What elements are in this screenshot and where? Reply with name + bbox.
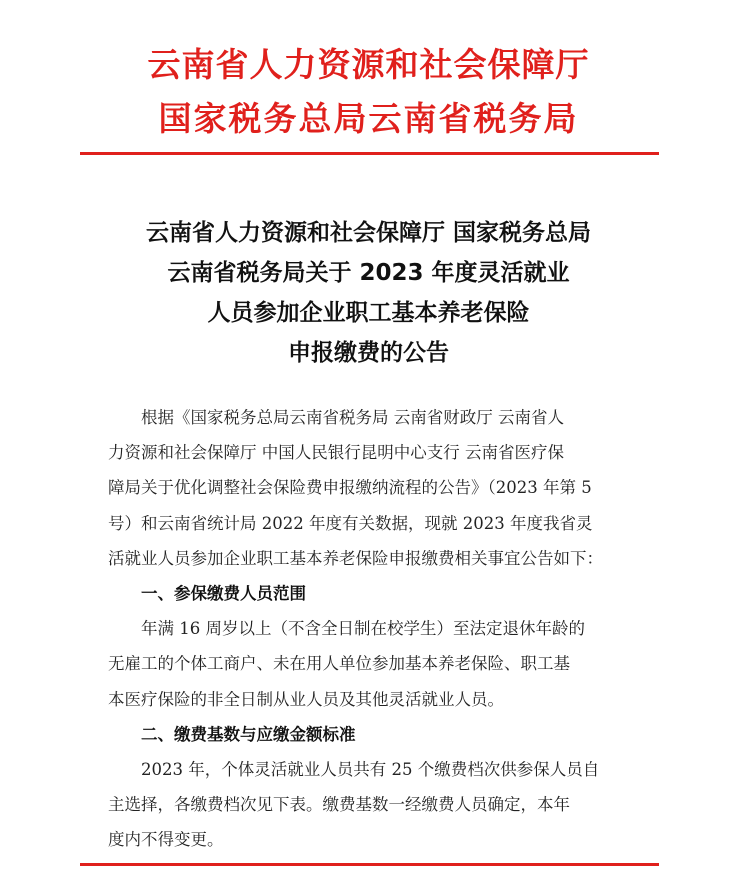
header-org-line1: 云南省人力资源和社会保障厅 <box>147 45 590 84</box>
section-2-paragraph <box>108 752 638 858</box>
intro-line-3: 障局关于优化调整社会保险费申报缴纳流程的公告》（2023 年第 5 <box>108 478 592 498</box>
document-title <box>0 213 737 373</box>
footer-red-divider <box>80 863 659 866</box>
intro-line-4: 号）和云南省统计局 2022 年度有关数据，现就 2023 年度我省灵 <box>108 513 593 533</box>
section-2-line-3: 度内不得变更。 <box>108 830 224 850</box>
intro-line-2: 力资源和社会保障厅 中国人民银行昆明中心支行 云南省医疗保 <box>108 443 564 463</box>
section-1-line-1: 年满 16 周岁以上（不含全日制在校学生）至法定退休年龄的 <box>141 619 585 639</box>
section-1-paragraph <box>108 611 638 717</box>
header-org-line2: 国家税务总局云南省税务局 <box>158 99 579 138</box>
title-line-3: 人员参加企业职工基本养老保险 <box>207 300 530 326</box>
section-2-line-1: 2023 年，个体灵活就业人员共有 25 个缴费档次供参保人员自 <box>141 760 600 780</box>
section-2-line-2: 主选择，各缴费档次见下表。缴费基数一经缴费人员确定，本年 <box>108 795 570 815</box>
intro-line-5: 活就业人员参加企业职工基本养老保险申报缴费相关事宜公告如下： <box>108 548 603 568</box>
intro-line-1: 根据《国家税务总局云南省税务局 云南省财政厅 云南省人 <box>141 408 564 427</box>
title-line-4: 申报缴费的公告 <box>288 340 449 366</box>
section-1-line-2: 无雇工的个体工商户、未在用人单位参加基本养老保险、职工基 <box>108 654 570 674</box>
title-line-1: 云南省人力资源和社会保障厅 国家税务总局 <box>145 220 591 246</box>
document-body <box>108 400 638 858</box>
section-1-line-3: 本医疗保险的非全日制从业人员及其他灵活就业人员。 <box>108 689 504 709</box>
section-1-heading: 一、参保缴费人员范围 <box>141 584 306 604</box>
title-line-2: 云南省税务局关于 2023 年度灵活就业 <box>167 260 570 286</box>
intro-paragraph <box>108 400 638 576</box>
header-red-divider <box>80 152 659 155</box>
section-2-heading: 二、缴费基数与应缴金额标准 <box>141 724 356 744</box>
